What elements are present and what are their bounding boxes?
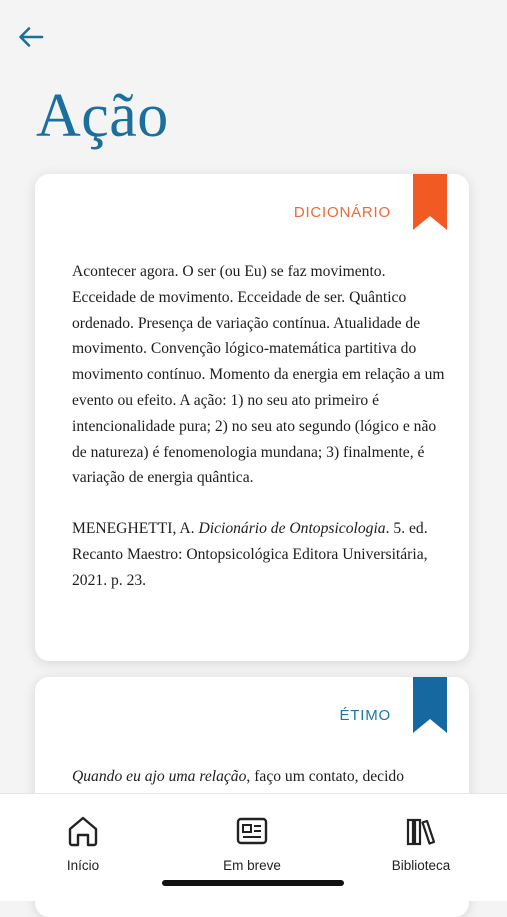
reference-work: Dicionário de Ontopsicologia [198,520,386,538]
home-indicator [162,880,344,886]
nav-label-em-breve: Em breve [223,858,281,873]
bookmark-ribbon-icon [413,677,447,733]
newspaper-icon [235,814,269,848]
arrow-left-icon [18,26,44,48]
etimo-text [72,764,445,790]
books-icon [404,814,438,848]
nav-label-biblioteca: Biblioteca [391,858,451,873]
dictionary-label: DICIONÁRIO [293,204,391,221]
bookmark-ribbon-icon [413,174,447,230]
back-button[interactable] [14,20,48,54]
nav-item-inicio[interactable] [28,814,138,873]
etimo-paragraph [72,764,445,790]
reference-text [72,516,445,593]
definition-text: Acontecer agora. O ser (ou Eu) se faz movimento. Ecceidade de movimento. Ecceidade de ser. Quântico ordenado. Presença de variação contínua. Atualidade de movimento. Convenção lógico-matemática partitiva do movimento contínuo. Momento da energia em relação a um evento ou efeito. A ação: 1) no seu ato primeiro é intencionalidade pura; 2) no seu ato segundo (lógico e não de natureza) é fenomenologia mundana; 3) finalmente, é variação de energia quântica. [72,263,445,487]
nav-item-em-breve[interactable] [197,814,307,873]
reference-author: MENEGHETTI, A. [72,520,199,538]
home-icon [66,814,100,848]
dictionary-card [35,174,469,661]
page-title: Ação [36,82,169,150]
etimo-rest: , faço um contato, decido [246,768,405,785]
etimo-label: ÉTIMO [339,707,391,724]
nav-item-biblioteca[interactable] [366,814,476,873]
etimo-italic: Quando eu ajo uma relação [72,768,247,785]
dictionary-text [72,259,445,594]
nav-label-inicio: Início [66,858,100,873]
reference-details: . 5. ed. Recanto Maestro: Ontopsicológica Editora Universitária, 2021. p. 23. [72,520,428,589]
